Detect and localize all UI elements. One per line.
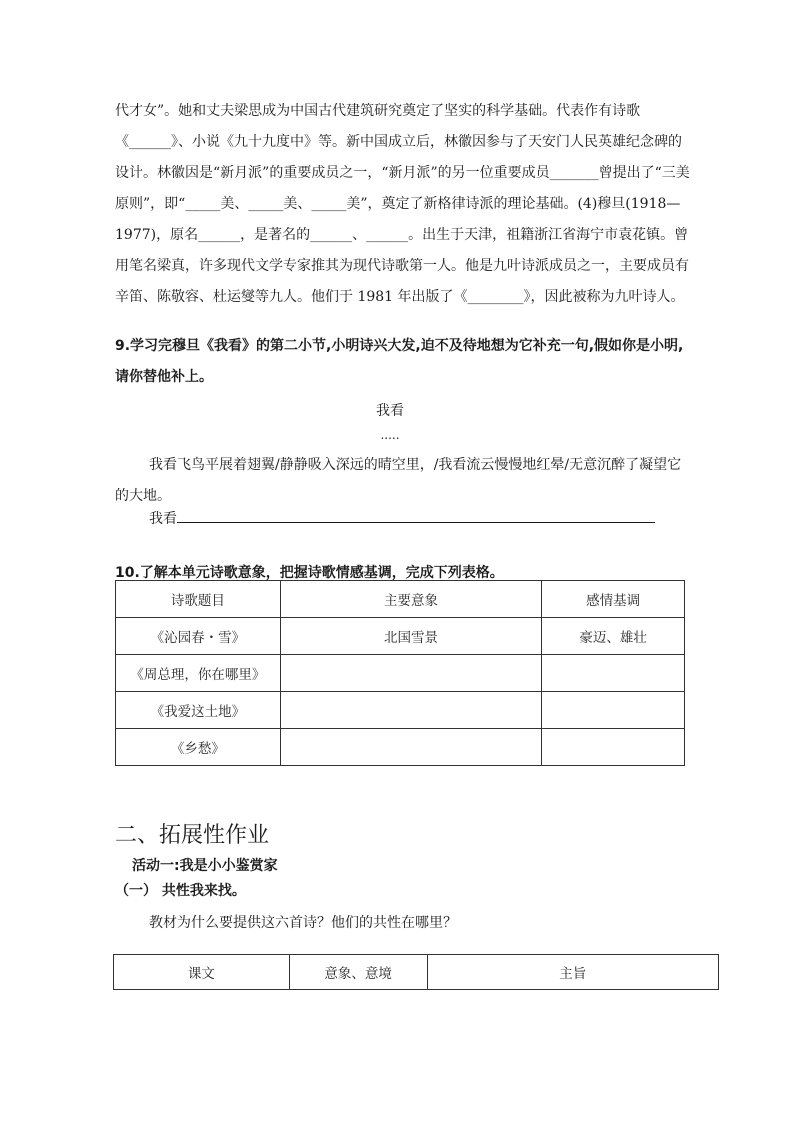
commonality-table (113, 954, 719, 990)
header-cell: 意象、意境 (289, 955, 427, 990)
activity-title: 活动一:我是小小鉴赏家 (132, 858, 278, 874)
header-cell: 感情基调 (542, 581, 685, 618)
paragraph-poets-intro: 代才女”。她和丈夫梁思成为中国古代建筑研究奠定了坚实的科学基础。代表作有诗歌《______》、小说《九十九度中》等。新中国成立后，林徽因参与了天安门人民英雄纪念碑的设计。林徽因是“新月派”的重要成员之一，“新月派”的另一位重要成员_______曾提出了“三美原则”，即“_____美、_____美、_____美”，奠定了新格律诗派的理论基础。(4)穆旦(1918—1977)，原名______，是著名的______、______。出生于天津，祖籍浙江省海宁市袁花镇。曾用笔名梁真，许多现代文学专家推其为现代诗歌第一人。他是九叶诗派成员之一，主要成员有辛笛、陈敬容、杜运燮等九人。他们于 1981 年出版了《________》，因此被称为九叶诗人。 (115, 103, 690, 305)
header-cell: 主旨 (427, 955, 719, 990)
header-cell: 诗歌题目 (116, 581, 281, 618)
subsection-title: （一） 共性我来找。 (115, 883, 246, 899)
table-cell-blank[interactable] (542, 655, 685, 692)
poem-fill-line[interactable] (149, 506, 655, 532)
table-row (116, 692, 685, 729)
table-header-row (114, 955, 719, 990)
table-cell-blank[interactable] (280, 729, 542, 766)
question-9: 9.学习完穆旦《我看》的第二小节,小明诗兴大发,迫不及待地想为它补充一句,假如你是小明,请你替他补上。 (115, 338, 684, 385)
poem-ellipsis: ..... (380, 428, 400, 442)
table-cell: 《我爱这土地》 (116, 692, 281, 729)
poem-fill-prefix: 我看 (149, 511, 177, 527)
header-cell: 课文 (114, 955, 290, 990)
table-cell: 豪迈、雄壮 (542, 618, 685, 655)
table-cell-blank[interactable] (542, 729, 685, 766)
poem-imagery-table (115, 580, 685, 766)
blank-line[interactable] (177, 506, 655, 523)
table-cell: 北国雪景 (280, 618, 542, 655)
question-text: 教材为什么要提供这六首诗？他们的共性在哪里？ (149, 915, 457, 931)
table-row (116, 729, 685, 766)
table-cell-blank[interactable] (280, 692, 542, 729)
table-header-row (116, 581, 685, 618)
table-cell: 《周总理，你在哪里》 (116, 655, 281, 692)
table-row (116, 655, 685, 692)
table-cell: 《乡愁》 (116, 729, 281, 766)
table-cell-blank[interactable] (542, 692, 685, 729)
section-title: 二、拓展性作业 (115, 823, 270, 848)
header-cell: 主要意象 (280, 581, 542, 618)
poem-body: 我看飞鸟平展着翅翼/静静吸入深远的晴空里，/我看流云慢慢地红晕/无意沉醉了凝望它的大地。 (115, 457, 682, 504)
question-10: 10.了解本单元诗歌意象，把握诗歌情感基调，完成下列表格。 (115, 565, 504, 581)
table-cell-blank[interactable] (280, 655, 542, 692)
poem-title: 我看 (376, 403, 404, 419)
table-cell: 《沁园春・雪》 (116, 618, 281, 655)
table-row (116, 618, 685, 655)
